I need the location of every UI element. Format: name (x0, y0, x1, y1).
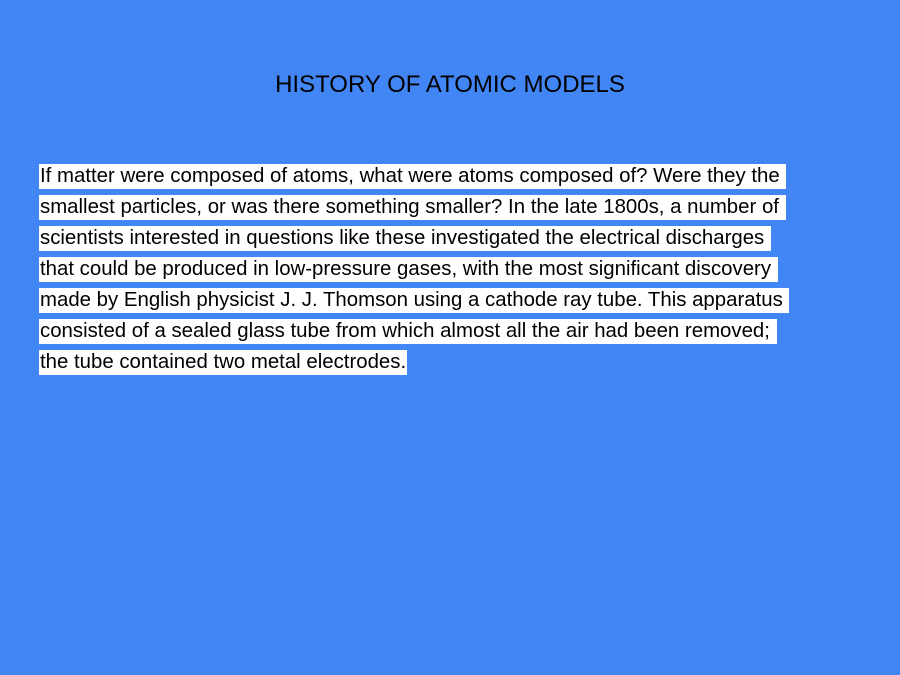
paragraph-line (39, 288, 879, 313)
paragraph-line (39, 195, 879, 220)
paragraph-line (39, 226, 879, 251)
highlighted-text: the tube contained two metal electrodes. (40, 351, 407, 373)
paragraph-line (39, 350, 879, 375)
paragraph-line (39, 319, 879, 344)
paragraph-line (39, 164, 879, 189)
highlighted-text: smallest particles, or was there something smaller? In the late 1800s, a number of (40, 196, 785, 218)
slide-title: HISTORY OF ATOMIC MODELS (275, 71, 625, 98)
highlighted-text: that could be produced in low-pressure gases, with the most significant discovery (40, 258, 777, 280)
highlighted-text: made by English physicist J. J. Thomson using a cathode ray tube. This apparatus (40, 289, 789, 311)
body-paragraph (39, 164, 879, 381)
highlighted-text: scientists interested in questions like these investigated the electrical discharges (40, 227, 770, 249)
highlighted-text: consisted of a sealed glass tube from which almost all the air had been removed; (40, 320, 776, 342)
highlighted-text: If matter were composed of atoms, what were atoms composed of? Were they the (40, 165, 786, 187)
paragraph-line (39, 257, 879, 282)
